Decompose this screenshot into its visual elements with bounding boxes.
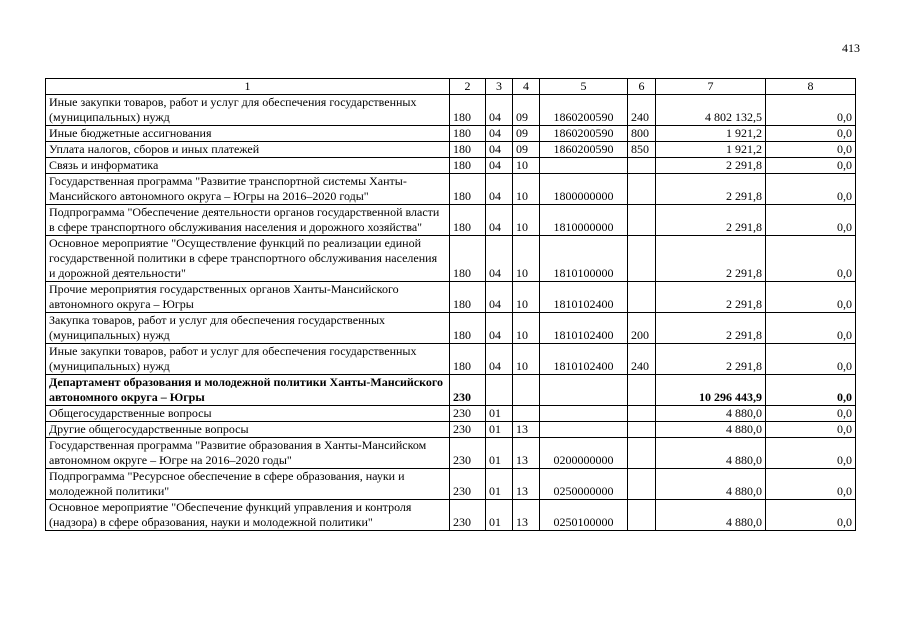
target-article-cell: 1800000000 — [540, 174, 628, 205]
code-cell: 230 — [450, 406, 486, 422]
expense-type-cell: 240 — [628, 344, 656, 375]
header-cell-8: 8 — [766, 79, 856, 95]
section-cell: 04 — [486, 174, 513, 205]
table-row — [46, 174, 856, 205]
target-article-cell: 1810102400 — [540, 313, 628, 344]
subsection-cell: 10 — [513, 282, 540, 313]
amount-2-cell: 0,0 — [766, 142, 856, 158]
amount-2-cell: 0,0 — [766, 422, 856, 438]
code-cell: 230 — [450, 500, 486, 531]
section-cell: 01 — [486, 438, 513, 469]
target-article-cell: 1810102400 — [540, 282, 628, 313]
subsection-cell — [513, 406, 540, 422]
table-row — [46, 406, 856, 422]
item-name-cell: Департамент образования и молодежной политики Ханты-Мансийского автономного округа – Югры — [46, 375, 450, 406]
subsection-cell: 13 — [513, 422, 540, 438]
subsection-cell: 10 — [513, 158, 540, 174]
header-cell-1: 1 — [46, 79, 450, 95]
subsection-cell: 10 — [513, 174, 540, 205]
item-name-cell: Подпрограмма "Ресурсное обеспечение в сфере образования, науки и молодежной политики" — [46, 469, 450, 500]
expense-type-cell — [628, 236, 656, 282]
section-cell: 04 — [486, 313, 513, 344]
amount-cell: 1 921,2 — [656, 126, 766, 142]
amount-cell: 4 880,0 — [656, 438, 766, 469]
header-cell-3: 3 — [486, 79, 513, 95]
section-cell: 04 — [486, 158, 513, 174]
table-row — [46, 158, 856, 174]
section-cell: 01 — [486, 422, 513, 438]
item-name-cell: Прочие мероприятия государственных органов Ханты-Мансийского автономного округа – Югры — [46, 282, 450, 313]
amount-2-cell: 0,0 — [766, 205, 856, 236]
item-name-cell: Основное мероприятие "Осуществление функций по реализации единой государственной политики в сфере транспортного обслуживания населения и дорожной деятельности" — [46, 236, 450, 282]
amount-cell: 4 802 132,5 — [656, 95, 766, 126]
code-cell: 180 — [450, 205, 486, 236]
amount-2-cell: 0,0 — [766, 500, 856, 531]
expense-type-cell — [628, 375, 656, 406]
amount-cell: 4 880,0 — [656, 422, 766, 438]
expense-type-cell — [628, 205, 656, 236]
expense-type-cell: 850 — [628, 142, 656, 158]
section-cell: 01 — [486, 500, 513, 531]
expense-type-cell — [628, 469, 656, 500]
amount-cell: 2 291,8 — [656, 158, 766, 174]
amount-cell: 2 291,8 — [656, 313, 766, 344]
code-cell: 180 — [450, 236, 486, 282]
table-row — [46, 344, 856, 375]
target-article-cell: 1810000000 — [540, 205, 628, 236]
amount-2-cell: 0,0 — [766, 126, 856, 142]
expense-type-cell — [628, 174, 656, 205]
amount-cell: 4 880,0 — [656, 406, 766, 422]
header-cell-4: 4 — [513, 79, 540, 95]
section-cell: 04 — [486, 126, 513, 142]
amount-cell: 4 880,0 — [656, 469, 766, 500]
target-article-cell: 0250000000 — [540, 469, 628, 500]
section-cell: 04 — [486, 236, 513, 282]
code-cell: 180 — [450, 282, 486, 313]
item-name-cell: Иные бюджетные ассигнования — [46, 126, 450, 142]
code-cell: 180 — [450, 174, 486, 205]
amount-2-cell: 0,0 — [766, 158, 856, 174]
table-row — [46, 313, 856, 344]
amount-cell: 2 291,8 — [656, 174, 766, 205]
code-cell: 230 — [450, 422, 486, 438]
amount-2-cell: 0,0 — [766, 282, 856, 313]
amount-cell: 2 291,8 — [656, 282, 766, 313]
code-cell: 230 — [450, 438, 486, 469]
section-cell: 01 — [486, 406, 513, 422]
subsection-cell: 09 — [513, 126, 540, 142]
subsection-cell: 09 — [513, 95, 540, 126]
subsection-cell: 10 — [513, 236, 540, 282]
table-row — [46, 438, 856, 469]
target-article-cell: 1860200590 — [540, 142, 628, 158]
item-name-cell: Государственная программа "Развитие транспортной системы Ханты-Мансийского автономного округа – Югры на 2016–2020 годы" — [46, 174, 450, 205]
expense-type-cell: 800 — [628, 126, 656, 142]
table-row — [46, 95, 856, 126]
table-row — [46, 205, 856, 236]
code-cell: 180 — [450, 142, 486, 158]
expense-type-cell — [628, 158, 656, 174]
item-name-cell: Закупка товаров, работ и услуг для обеспечения государственных (муниципальных) нужд — [46, 313, 450, 344]
table-row — [46, 126, 856, 142]
subsection-cell: 13 — [513, 438, 540, 469]
header-cell-5: 5 — [540, 79, 628, 95]
table-row — [46, 236, 856, 282]
table-row — [46, 500, 856, 531]
amount-cell: 2 291,8 — [656, 344, 766, 375]
expense-type-cell — [628, 500, 656, 531]
section-cell: 04 — [486, 282, 513, 313]
amount-2-cell: 0,0 — [766, 469, 856, 500]
table-header-row — [46, 79, 856, 95]
amount-cell: 2 291,8 — [656, 205, 766, 236]
code-cell: 180 — [450, 313, 486, 344]
target-article-cell: 0200000000 — [540, 438, 628, 469]
target-article-cell — [540, 375, 628, 406]
table-row — [46, 422, 856, 438]
item-name-cell: Уплата налогов, сборов и иных платежей — [46, 142, 450, 158]
subsection-cell — [513, 375, 540, 406]
amount-2-cell: 0,0 — [766, 344, 856, 375]
subsection-cell: 10 — [513, 344, 540, 375]
subsection-cell: 13 — [513, 500, 540, 531]
amount-cell: 4 880,0 — [656, 500, 766, 531]
subsection-cell: 09 — [513, 142, 540, 158]
code-cell: 180 — [450, 126, 486, 142]
item-name-cell: Связь и информатика — [46, 158, 450, 174]
code-cell: 230 — [450, 375, 486, 406]
expense-type-cell: 240 — [628, 95, 656, 126]
code-cell: 180 — [450, 95, 486, 126]
subsection-cell: 13 — [513, 469, 540, 500]
expense-type-cell: 200 — [628, 313, 656, 344]
amount-2-cell: 0,0 — [766, 174, 856, 205]
amount-2-cell: 0,0 — [766, 313, 856, 344]
table-row — [46, 375, 856, 406]
table-row — [46, 142, 856, 158]
code-cell: 180 — [450, 344, 486, 375]
target-article-cell: 1810100000 — [540, 236, 628, 282]
amount-2-cell: 0,0 — [766, 406, 856, 422]
amount-cell: 2 291,8 — [656, 236, 766, 282]
item-name-cell: Государственная программа "Развитие образования в Ханты-Мансийском автономном округе – Югре на 2016–2020 годы" — [46, 438, 450, 469]
code-cell: 180 — [450, 158, 486, 174]
section-cell — [486, 375, 513, 406]
expense-type-cell — [628, 406, 656, 422]
header-cell-6: 6 — [628, 79, 656, 95]
item-name-cell: Иные закупки товаров, работ и услуг для обеспечения государственных (муниципальных) нужд — [46, 344, 450, 375]
expense-type-cell — [628, 422, 656, 438]
table-row — [46, 282, 856, 313]
header-cell-2: 2 — [450, 79, 486, 95]
subsection-cell: 10 — [513, 205, 540, 236]
item-name-cell: Подпрограмма "Обеспечение деятельности органов государственной власти в сфере транспортного обслуживания населения и дорожного хозяйства" — [46, 205, 450, 236]
section-cell: 04 — [486, 142, 513, 158]
expense-type-cell — [628, 438, 656, 469]
code-cell: 230 — [450, 469, 486, 500]
amount-2-cell: 0,0 — [766, 375, 856, 406]
target-article-cell: 1860200590 — [540, 95, 628, 126]
section-cell: 04 — [486, 344, 513, 375]
target-article-cell — [540, 158, 628, 174]
table-row — [46, 469, 856, 500]
section-cell: 04 — [486, 205, 513, 236]
budget-table — [45, 78, 856, 531]
item-name-cell: Иные закупки товаров, работ и услуг для обеспечения государственных (муниципальных) нужд — [46, 95, 450, 126]
amount-cell: 10 296 443,9 — [656, 375, 766, 406]
expense-type-cell — [628, 282, 656, 313]
amount-cell: 1 921,2 — [656, 142, 766, 158]
amount-2-cell: 0,0 — [766, 236, 856, 282]
target-article-cell: 0250100000 — [540, 500, 628, 531]
target-article-cell — [540, 406, 628, 422]
item-name-cell: Основное мероприятие "Обеспечение функций управления и контроля (надзора) в сфере образования, науки и молодежной политики" — [46, 500, 450, 531]
item-name-cell: Общегосударственные вопросы — [46, 406, 450, 422]
amount-2-cell: 0,0 — [766, 438, 856, 469]
target-article-cell: 1860200590 — [540, 126, 628, 142]
target-article-cell: 1810102400 — [540, 344, 628, 375]
section-cell: 01 — [486, 469, 513, 500]
amount-2-cell: 0,0 — [766, 95, 856, 126]
header-cell-7: 7 — [656, 79, 766, 95]
page-number: 413 — [842, 41, 860, 55]
target-article-cell — [540, 422, 628, 438]
section-cell: 04 — [486, 95, 513, 126]
item-name-cell: Другие общегосударственные вопросы — [46, 422, 450, 438]
subsection-cell: 10 — [513, 313, 540, 344]
